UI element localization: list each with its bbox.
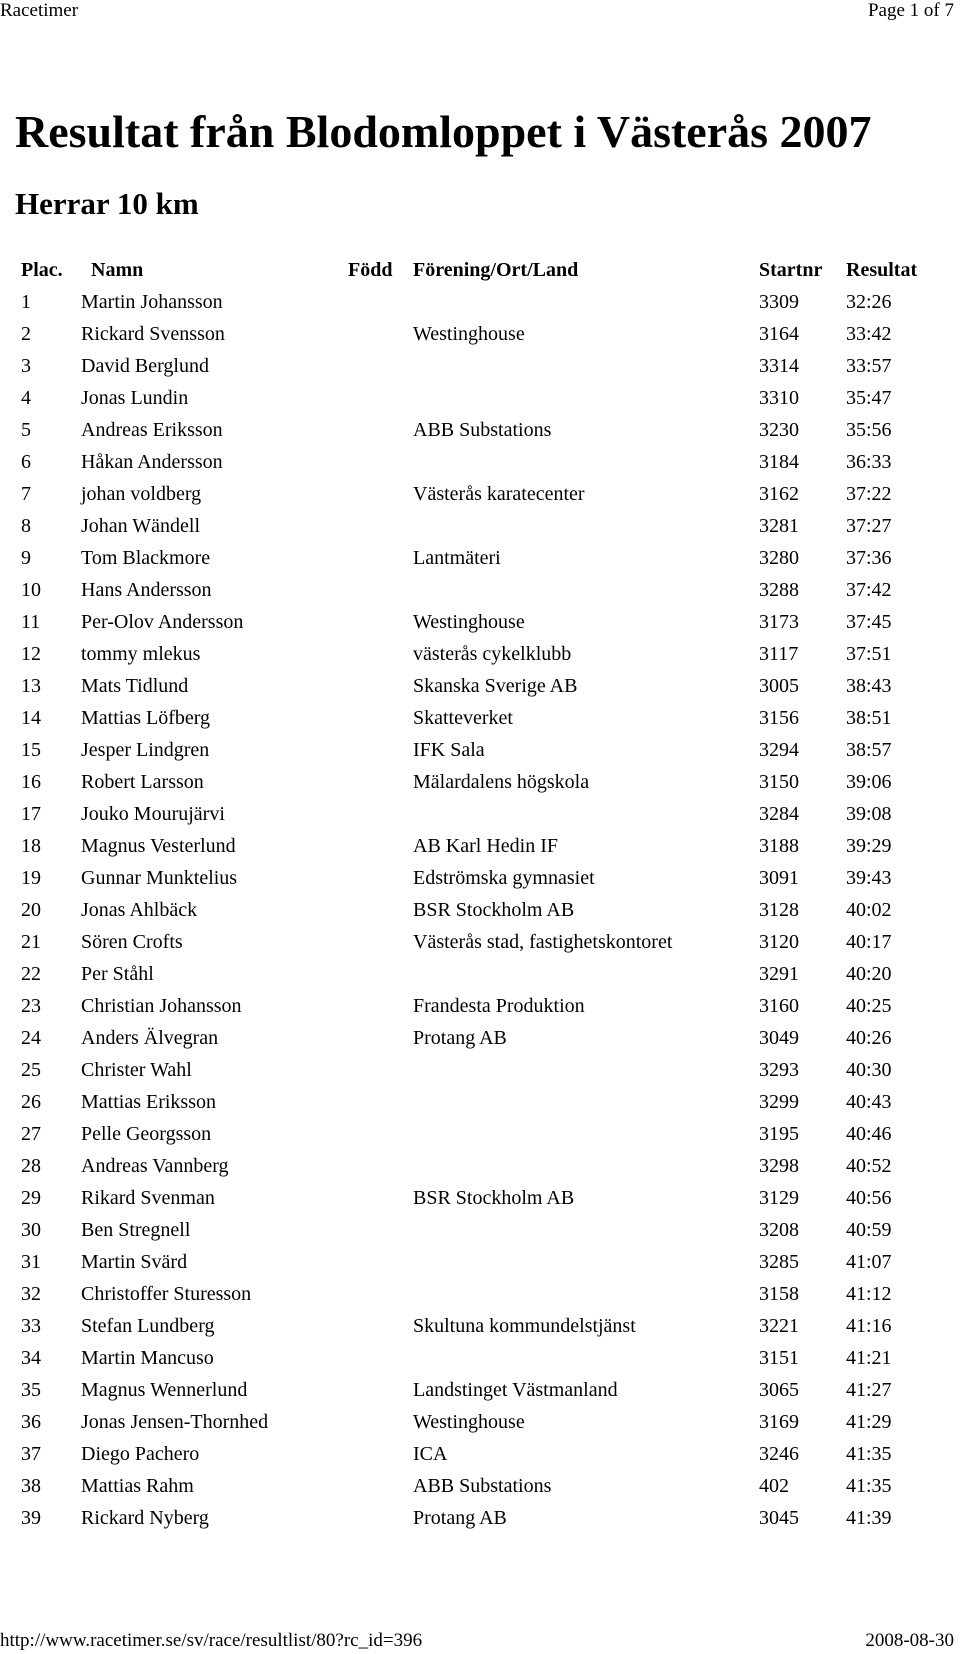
- cell-namn: Christian Johansson: [81, 995, 242, 1017]
- table-row: [0, 1054, 960, 1086]
- table-row: [0, 510, 960, 542]
- cell-plac: 23: [21, 995, 41, 1017]
- cell-forening: Westinghouse: [413, 611, 525, 633]
- cell-startnr: 3065: [759, 1379, 799, 1401]
- table-row: [0, 574, 960, 606]
- table-row: [0, 894, 960, 926]
- cell-namn: tommy mlekus: [81, 643, 201, 665]
- cell-plac: 24: [21, 1027, 41, 1049]
- table-row: [0, 1502, 960, 1534]
- cell-plac: 20: [21, 899, 41, 921]
- cell-namn: Martin Johansson: [81, 291, 223, 313]
- cell-plac: 11: [21, 611, 41, 633]
- table-row: [0, 414, 960, 446]
- cell-resultat: 41:39: [846, 1507, 892, 1529]
- cell-plac: 9: [21, 547, 31, 569]
- cell-startnr: 3314: [759, 355, 799, 377]
- cell-resultat: 33:57: [846, 355, 892, 377]
- cell-namn: Martin Mancuso: [81, 1347, 214, 1369]
- page-header: [0, 0, 960, 22]
- cell-plac: 26: [21, 1091, 41, 1113]
- cell-startnr: 3299: [759, 1091, 799, 1113]
- cell-resultat: 37:36: [846, 547, 892, 569]
- table-row: [0, 1438, 960, 1470]
- cell-forening: Skatteverket: [413, 707, 513, 729]
- table-row: [0, 1342, 960, 1374]
- cell-forening: Skanska Sverige AB: [413, 675, 578, 697]
- cell-namn: johan voldberg: [81, 483, 202, 505]
- cell-resultat: 38:51: [846, 707, 892, 729]
- cell-startnr: 3310: [759, 387, 799, 409]
- cell-resultat: 40:59: [846, 1219, 892, 1241]
- cell-plac: 5: [21, 419, 31, 441]
- cell-startnr: 3281: [759, 515, 799, 537]
- column-header-forening: Förening/Ort/Land: [413, 259, 579, 281]
- cell-forening: BSR Stockholm AB: [413, 1187, 575, 1209]
- cell-startnr: 3158: [759, 1283, 799, 1305]
- cell-resultat: 40:52: [846, 1155, 892, 1177]
- cell-plac: 38: [21, 1475, 41, 1497]
- column-header-resultat: Resultat: [846, 259, 918, 281]
- cell-startnr: 3151: [759, 1347, 799, 1369]
- cell-plac: 29: [21, 1187, 41, 1209]
- table-row: [0, 990, 960, 1022]
- cell-resultat: 37:51: [846, 643, 892, 665]
- cell-plac: 6: [21, 451, 31, 473]
- cell-resultat: 40:30: [846, 1059, 892, 1081]
- table-row: [0, 1182, 960, 1214]
- cell-forening: Frandesta Produktion: [413, 995, 585, 1017]
- table-row: [0, 862, 960, 894]
- source-url: http://www.racetimer.se/sv/race/resultlist/80?rc_id=396: [0, 1630, 423, 1651]
- cell-resultat: 41:29: [846, 1411, 892, 1433]
- cell-forening: Westinghouse: [413, 323, 525, 345]
- cell-plac: 4: [21, 387, 31, 409]
- cell-forening: ABB Substations: [413, 419, 552, 441]
- cell-resultat: 35:47: [846, 387, 892, 409]
- cell-namn: Andreas Vannberg: [81, 1155, 229, 1177]
- cell-resultat: 41:21: [846, 1347, 892, 1369]
- cell-forening: Landstinget Västmanland: [413, 1379, 618, 1401]
- table-row: [0, 350, 960, 382]
- cell-resultat: 38:57: [846, 739, 892, 761]
- table-header-row: [0, 254, 960, 286]
- column-header-plac: Plac.: [21, 259, 63, 281]
- cell-resultat: 40:17: [846, 931, 892, 953]
- cell-startnr: 3005: [759, 675, 799, 697]
- cell-resultat: 39:43: [846, 867, 892, 889]
- cell-startnr: 3173: [759, 611, 799, 633]
- table-row: [0, 1310, 960, 1342]
- table-row: [0, 542, 960, 574]
- table-row: [0, 1086, 960, 1118]
- column-header-namn: Namn: [91, 259, 144, 281]
- site-name: Racetimer: [0, 0, 79, 21]
- table-row: [0, 830, 960, 862]
- cell-startnr: 3298: [759, 1155, 799, 1177]
- cell-startnr: 3309: [759, 291, 799, 313]
- cell-resultat: 41:12: [846, 1283, 892, 1305]
- cell-namn: Andreas Eriksson: [81, 419, 223, 441]
- table-row: [0, 1278, 960, 1310]
- cell-startnr: 3291: [759, 963, 799, 985]
- cell-resultat: 37:42: [846, 579, 892, 601]
- table-row: [0, 1406, 960, 1438]
- cell-namn: Hans Andersson: [81, 579, 212, 601]
- cell-resultat: 41:16: [846, 1315, 892, 1337]
- cell-plac: 33: [21, 1315, 41, 1337]
- table-row: [0, 1214, 960, 1246]
- cell-namn: Mattias Eriksson: [81, 1091, 216, 1113]
- cell-startnr: 402: [759, 1475, 789, 1497]
- race-class-title: Herrar 10 km: [15, 186, 199, 221]
- cell-namn: Jonas Jensen-Thornhed: [81, 1411, 269, 1433]
- cell-namn: Stefan Lundberg: [81, 1315, 215, 1337]
- cell-startnr: 3246: [759, 1443, 799, 1465]
- results-table: [0, 254, 960, 1534]
- table-row: [0, 1118, 960, 1150]
- cell-plac: 28: [21, 1155, 41, 1177]
- table-row: [0, 1022, 960, 1054]
- table-row: [0, 702, 960, 734]
- cell-namn: Christer Wahl: [81, 1059, 192, 1081]
- table-row: [0, 734, 960, 766]
- cell-plac: 14: [21, 707, 41, 729]
- table-body: [0, 286, 960, 1534]
- table-row: [0, 286, 960, 318]
- cell-plac: 13: [21, 675, 41, 697]
- cell-namn: Per-Olov Andersson: [81, 611, 244, 633]
- cell-namn: Martin Svärd: [81, 1251, 188, 1273]
- table-row: [0, 1374, 960, 1406]
- cell-forening: Västerås karatecenter: [413, 483, 585, 505]
- cell-startnr: 3293: [759, 1059, 799, 1081]
- table-row: [0, 478, 960, 510]
- table-row: [0, 638, 960, 670]
- cell-namn: Magnus Vesterlund: [81, 835, 236, 857]
- cell-forening: Västerås stad, fastighetskontoret: [413, 931, 673, 953]
- table-row: [0, 670, 960, 702]
- page-footer: [0, 1630, 960, 1654]
- cell-plac: 27: [21, 1123, 41, 1145]
- cell-plac: 3: [21, 355, 31, 377]
- cell-startnr: 3184: [759, 451, 799, 473]
- cell-namn: Johan Wändell: [81, 515, 201, 537]
- cell-plac: 10: [21, 579, 41, 601]
- cell-forening: AB Karl Hedin IF: [413, 835, 558, 857]
- cell-forening: IFK Sala: [413, 739, 485, 761]
- cell-plac: 17: [21, 803, 41, 825]
- cell-namn: Mats Tidlund: [81, 675, 189, 697]
- cell-namn: Tom Blackmore: [81, 547, 211, 569]
- table-row: [0, 1470, 960, 1502]
- cell-namn: Håkan Andersson: [81, 451, 223, 473]
- table-row: [0, 318, 960, 350]
- cell-startnr: 3129: [759, 1187, 799, 1209]
- cell-startnr: 3049: [759, 1027, 799, 1049]
- cell-namn: Mattias Löfberg: [81, 707, 211, 729]
- cell-startnr: 3120: [759, 931, 799, 953]
- cell-startnr: 3162: [759, 483, 799, 505]
- cell-startnr: 3156: [759, 707, 799, 729]
- cell-resultat: 39:08: [846, 803, 892, 825]
- cell-namn: Jouko Mourujärvi: [81, 803, 225, 825]
- cell-namn: Pelle Georgsson: [81, 1123, 212, 1145]
- cell-resultat: 40:02: [846, 899, 892, 921]
- cell-resultat: 41:35: [846, 1475, 892, 1497]
- cell-namn: Anders Älvegran: [81, 1027, 219, 1049]
- cell-plac: 2: [21, 323, 31, 345]
- page-title: Resultat från Blodomloppet i Västerås 2007: [15, 106, 872, 157]
- cell-startnr: 3280: [759, 547, 799, 569]
- cell-startnr: 3285: [759, 1251, 799, 1273]
- cell-plac: 36: [21, 1411, 41, 1433]
- cell-startnr: 3164: [759, 323, 799, 345]
- table-row: [0, 798, 960, 830]
- cell-plac: 19: [21, 867, 41, 889]
- print-date: 2008-08-30: [865, 1630, 954, 1651]
- cell-plac: 16: [21, 771, 41, 793]
- cell-startnr: 3045: [759, 1507, 799, 1529]
- table-row: [0, 958, 960, 990]
- cell-plac: 34: [21, 1347, 41, 1369]
- cell-resultat: 40:25: [846, 995, 892, 1017]
- cell-forening: ICA: [413, 1443, 448, 1465]
- cell-forening: Protang AB: [413, 1027, 507, 1049]
- cell-forening: Protang AB: [413, 1507, 507, 1529]
- cell-plac: 30: [21, 1219, 41, 1241]
- cell-namn: Jesper Lindgren: [81, 739, 210, 761]
- cell-namn: David Berglund: [81, 355, 209, 377]
- cell-namn: Rikard Svenman: [81, 1187, 215, 1209]
- cell-startnr: 3188: [759, 835, 799, 857]
- cell-startnr: 3208: [759, 1219, 799, 1241]
- cell-forening: BSR Stockholm AB: [413, 899, 575, 921]
- cell-resultat: 33:42: [846, 323, 892, 345]
- cell-resultat: 36:33: [846, 451, 892, 473]
- cell-plac: 39: [21, 1507, 41, 1529]
- table-row: [0, 382, 960, 414]
- cell-plac: 15: [21, 739, 41, 761]
- cell-resultat: 40:56: [846, 1187, 892, 1209]
- cell-namn: Rickard Svensson: [81, 323, 225, 345]
- cell-namn: Jonas Lundin: [81, 387, 189, 409]
- cell-forening: Westinghouse: [413, 1411, 525, 1433]
- cell-forening: Skultuna kommundelstjänst: [413, 1315, 636, 1337]
- cell-namn: Sören Crofts: [81, 931, 183, 953]
- cell-resultat: 37:27: [846, 515, 892, 537]
- cell-resultat: 40:43: [846, 1091, 892, 1113]
- cell-plac: 37: [21, 1443, 41, 1465]
- page-number: Page 1 of 7: [867, 0, 954, 21]
- cell-resultat: 40:20: [846, 963, 892, 985]
- cell-namn: Rickard Nyberg: [81, 1507, 209, 1529]
- cell-resultat: 40:26: [846, 1027, 892, 1049]
- cell-startnr: 3169: [759, 1411, 799, 1433]
- cell-forening: västerås cykelklubb: [413, 643, 572, 665]
- cell-namn: Per Ståhl: [81, 963, 154, 985]
- cell-startnr: 3195: [759, 1123, 799, 1145]
- cell-namn: Magnus Wennerlund: [81, 1379, 248, 1401]
- cell-plac: 22: [21, 963, 41, 985]
- cell-resultat: 39:06: [846, 771, 892, 793]
- cell-resultat: 37:22: [846, 483, 892, 505]
- table-row: [0, 926, 960, 958]
- cell-plac: 25: [21, 1059, 41, 1081]
- cell-namn: Christoffer Sturesson: [81, 1283, 252, 1305]
- cell-resultat: 40:46: [846, 1123, 892, 1145]
- cell-plac: 7: [21, 483, 31, 505]
- cell-plac: 18: [21, 835, 41, 857]
- cell-forening: Mälardalens högskola: [413, 771, 590, 793]
- cell-plac: 12: [21, 643, 41, 665]
- cell-startnr: 3221: [759, 1315, 799, 1337]
- cell-resultat: 32:26: [846, 291, 892, 313]
- column-header-startnr: Startnr: [759, 259, 823, 281]
- cell-forening: ABB Substations: [413, 1475, 552, 1497]
- cell-namn: Mattias Rahm: [81, 1475, 194, 1497]
- table-row: [0, 446, 960, 478]
- cell-resultat: 39:29: [846, 835, 892, 857]
- cell-plac: 31: [21, 1251, 41, 1273]
- cell-startnr: 3284: [759, 803, 799, 825]
- cell-plac: 35: [21, 1379, 41, 1401]
- table-row: [0, 1150, 960, 1182]
- table-row: [0, 606, 960, 638]
- cell-resultat: 37:45: [846, 611, 892, 633]
- cell-resultat: 38:43: [846, 675, 892, 697]
- cell-namn: Ben Stregnell: [81, 1219, 191, 1241]
- cell-namn: Gunnar Munktelius: [81, 867, 238, 889]
- cell-plac: 21: [21, 931, 41, 953]
- cell-startnr: 3160: [759, 995, 799, 1017]
- cell-forening: Lantmäteri: [413, 547, 501, 569]
- column-header-fodd: Född: [348, 259, 393, 281]
- cell-startnr: 3128: [759, 899, 799, 921]
- cell-resultat: 41:27: [846, 1379, 892, 1401]
- cell-resultat: 35:56: [846, 419, 892, 441]
- cell-startnr: 3288: [759, 579, 799, 601]
- cell-namn: Robert Larsson: [81, 771, 204, 793]
- cell-forening: Edströmska gymnasiet: [413, 867, 595, 889]
- cell-plac: 8: [21, 515, 31, 537]
- cell-startnr: 3150: [759, 771, 799, 793]
- cell-namn: Diego Pachero: [81, 1443, 200, 1465]
- cell-plac: 32: [21, 1283, 41, 1305]
- cell-plac: 1: [21, 291, 31, 313]
- cell-namn: Jonas Ahlbäck: [81, 899, 198, 921]
- cell-startnr: 3091: [759, 867, 799, 889]
- cell-startnr: 3294: [759, 739, 799, 761]
- table-row: [0, 766, 960, 798]
- cell-resultat: 41:35: [846, 1443, 892, 1465]
- cell-startnr: 3117: [759, 643, 799, 665]
- cell-resultat: 41:07: [846, 1251, 892, 1273]
- cell-startnr: 3230: [759, 419, 799, 441]
- table-row: [0, 1246, 960, 1278]
